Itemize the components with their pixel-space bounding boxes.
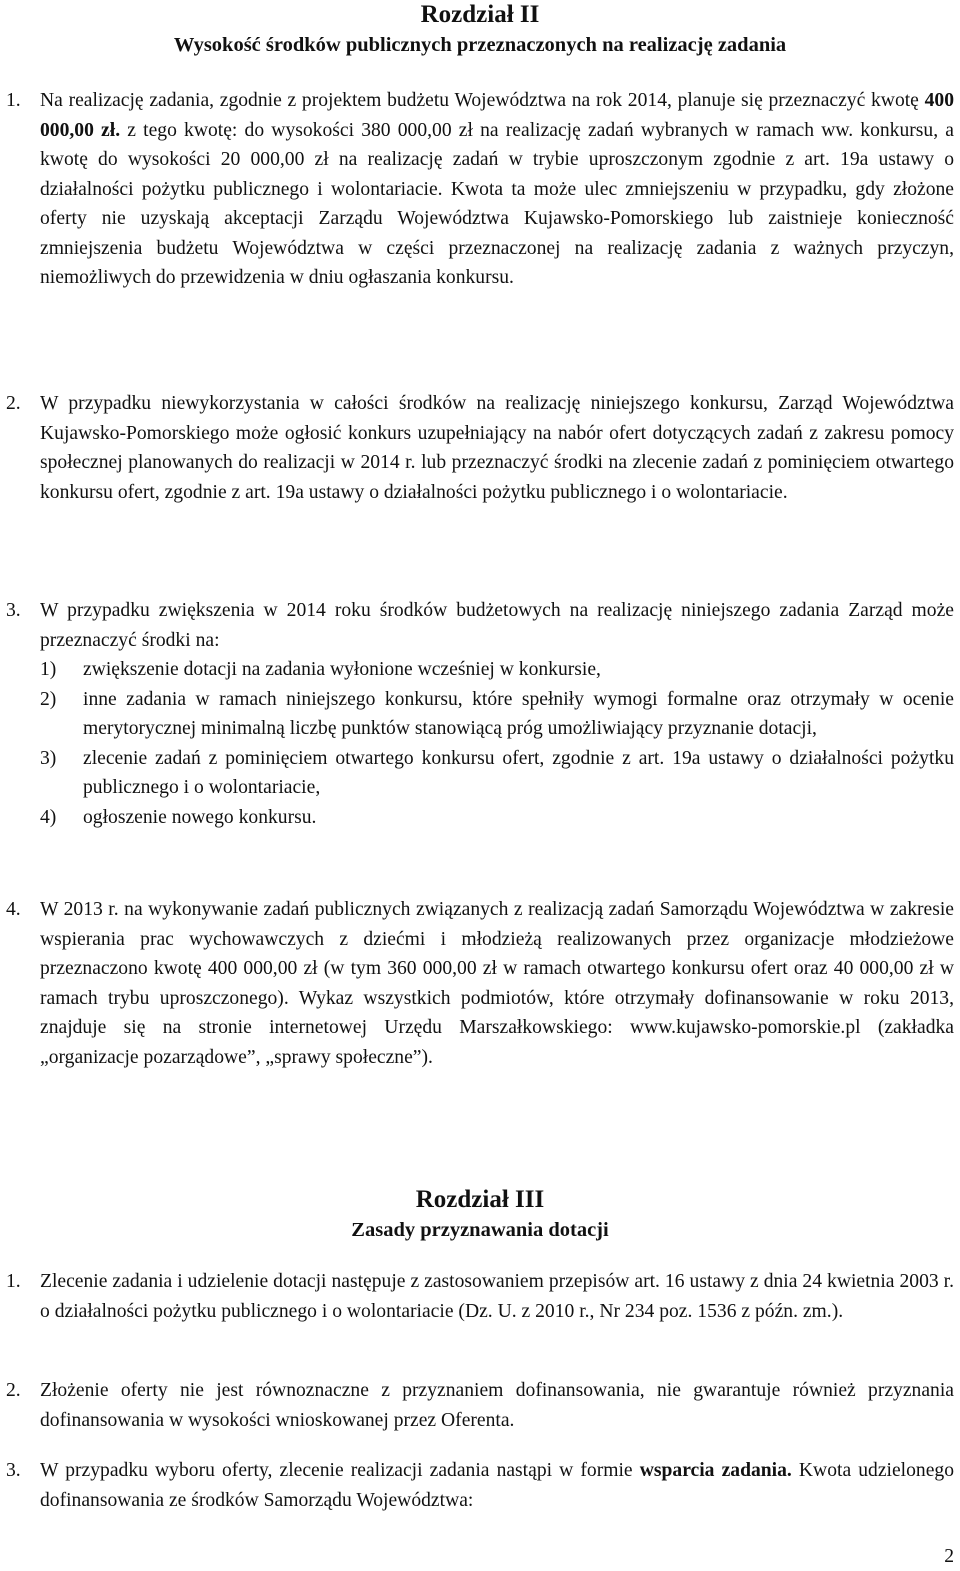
paragraph-text-cont: z tego kwotę: do wysokości 380 000,00 zł na realizację zadań wybranych w ramach ww. konkursu, a kwotę do wysokości 20 000,00 zł na realizację zadań w trybie uproszczonym zgodnie z art. 19a ustawy o działalności pożytku publicznego i wolontariacie. Kwota ta może ulec zmniejszeniu w przypadku, gdy złożone oferty nie uzyskają akceptacji Zarządu Województwa Kujawsko-Pomorskiego lub zaistnieje konieczność zmniejszenia budżetu Województwa w części przeznaczonej na realizację zadania z ważnych przyczyn, niemożliwych do przewidzenia w dniu ogłaszania konkursu. xyxy=(40,119,954,288)
chapter-2-paragraph-2 xyxy=(0,389,960,507)
chapter-2-paragraph-4 xyxy=(0,895,960,1072)
support-bold: wsparcia zadania. xyxy=(639,1460,792,1481)
paragraph-number: 3. xyxy=(6,600,21,621)
paragraph-text-cont: Kwota udzielonego dofinansowania ze środków Samorządu Województwa: xyxy=(40,1460,955,1511)
chapter-2-paragraph-1 xyxy=(0,86,960,293)
list-item xyxy=(0,803,960,833)
paragraph-number: 3. xyxy=(6,1460,21,1481)
list-item-number: 1) xyxy=(40,659,57,680)
paragraph-text: W przypadku zwiększenia w 2014 roku środków budżetowych na realizację niniejszego zadania Zarząd może przeznaczyć środki na: xyxy=(40,600,954,651)
paragraph-text: W przypadku niewykorzystania w całości środków na realizację niniejszego konkursu, Zarząd Województwa Kujawsko-Pomorskiego może ogłosić konkurs uzupełniający na nabór ofert dotyczących zadań z zakresu pomocy społecznej planowanych do realizacji w 2014 r. lub przeznaczyć środki na zlecenie zadań z pominięciem otwartego konkursu ofert, zgodnie z art. 19a ustawy o działalności pożytku publicznego i o wolontariacie. xyxy=(40,393,954,503)
chapter-3-paragraph-1 xyxy=(0,1267,960,1326)
paragraph-intro xyxy=(0,596,960,655)
paragraph-number: 2. xyxy=(6,1380,21,1401)
paragraph-number: 2. xyxy=(6,393,21,414)
list-item-text: zwiększenie dotacji na zadania wyłonione wcześniej w konkursie, xyxy=(83,659,601,680)
paragraph-text: Na realizację zadania, zgodnie z projektem budżetu Województwa na rok 2014, planuje się przeznaczyć kwotę xyxy=(40,90,925,111)
paragraph-text: W 2013 r. na wykonywanie zadań publicznych związanych z realizacją zadań Samorządu Województwa w zakresie wspierania prac wychowawczych z dziećmi i młodzieżą realizowanych przez organizacje młodzieżowe przeznaczono kwotę 400 000,00 zł (w tym 360 000,00 zł w ramach otwartego konkursu ofert oraz 40 000,00 zł w ramach trybu uproszczonego). Wykaz wszystkich podmiotów, które otrzymały dofinansowanie w roku 2013, znajduje się na stronie internetowej Urzędu Marszałkowskiego: www.kujawsko-pomorskie.pl (zakładka „organizacje pozarządowe”, „sprawy społeczne”). xyxy=(40,899,954,1068)
amount-bold: 400 000,00 zł. xyxy=(40,90,954,141)
list-item-number: 4) xyxy=(40,806,57,828)
list-item xyxy=(0,685,960,744)
paragraph-number: 4. xyxy=(6,899,21,920)
chapter-2-subtitle: Wysokość środków publicznych przeznaczonych na realizację zadania xyxy=(173,34,787,56)
list-item xyxy=(0,655,960,685)
paragraph-number: 1. xyxy=(6,90,21,111)
chapter-3-title: Rozdział III xyxy=(415,1186,545,1213)
list-item-number: 2) xyxy=(40,688,57,710)
chapter-3-paragraph-3 xyxy=(0,1456,960,1515)
chapter-2-title: Rozdział II xyxy=(420,1,540,28)
list-item-text: zlecenie zadań z pominięciem otwartego konkursu ofert, zgodnie z art. 19a ustawy o działalności pożytku publicznego i o wolontariacie, xyxy=(83,747,954,798)
paragraph-number: 1. xyxy=(6,1271,21,1292)
paragraph-text: Złożenie oferty nie jest równoznaczne z przyznaniem dofinansowania, nie gwarantuje również przyznania dofinansowania w wysokości wnioskowanej przez Oferenta. xyxy=(40,1380,954,1431)
paragraph-text: Zlecenie zadania i udzielenie dotacji następuje z zastosowaniem przepisów art. 16 ustawy z dnia 24 kwietnia 2003 r. o działalności pożytku publicznego i o wolontariacie (Dz. U. z 2010 r., Nr 234 poz. 1536 z późn. zm.). xyxy=(40,1271,954,1322)
chapter-2-paragraph-3 xyxy=(0,596,960,832)
chapter-3-subtitle: Zasady przyznawania dotacji xyxy=(351,1219,609,1241)
paragraph-text: W przypadku wyboru oferty, zlecenie realizacji zadania nastąpi w formie xyxy=(40,1460,640,1481)
chapter-2-heading xyxy=(0,0,960,60)
chapter-3-paragraph-2 xyxy=(0,1376,960,1435)
list-item-number: 3) xyxy=(40,747,57,769)
page-number: 2 xyxy=(944,1545,954,1567)
list-item xyxy=(0,744,960,803)
chapter-3-heading xyxy=(0,1185,960,1245)
list-item-text: inne zadania w ramach niniejszego konkursu, które spełniły wymogi formalne oraz otrzymały w ocenie merytorycznej minimalną liczbę punktów stanowiącą próg umożliwiający przyznanie dotacji, xyxy=(83,688,954,739)
list-item-text: ogłoszenie nowego konkursu. xyxy=(83,806,317,828)
